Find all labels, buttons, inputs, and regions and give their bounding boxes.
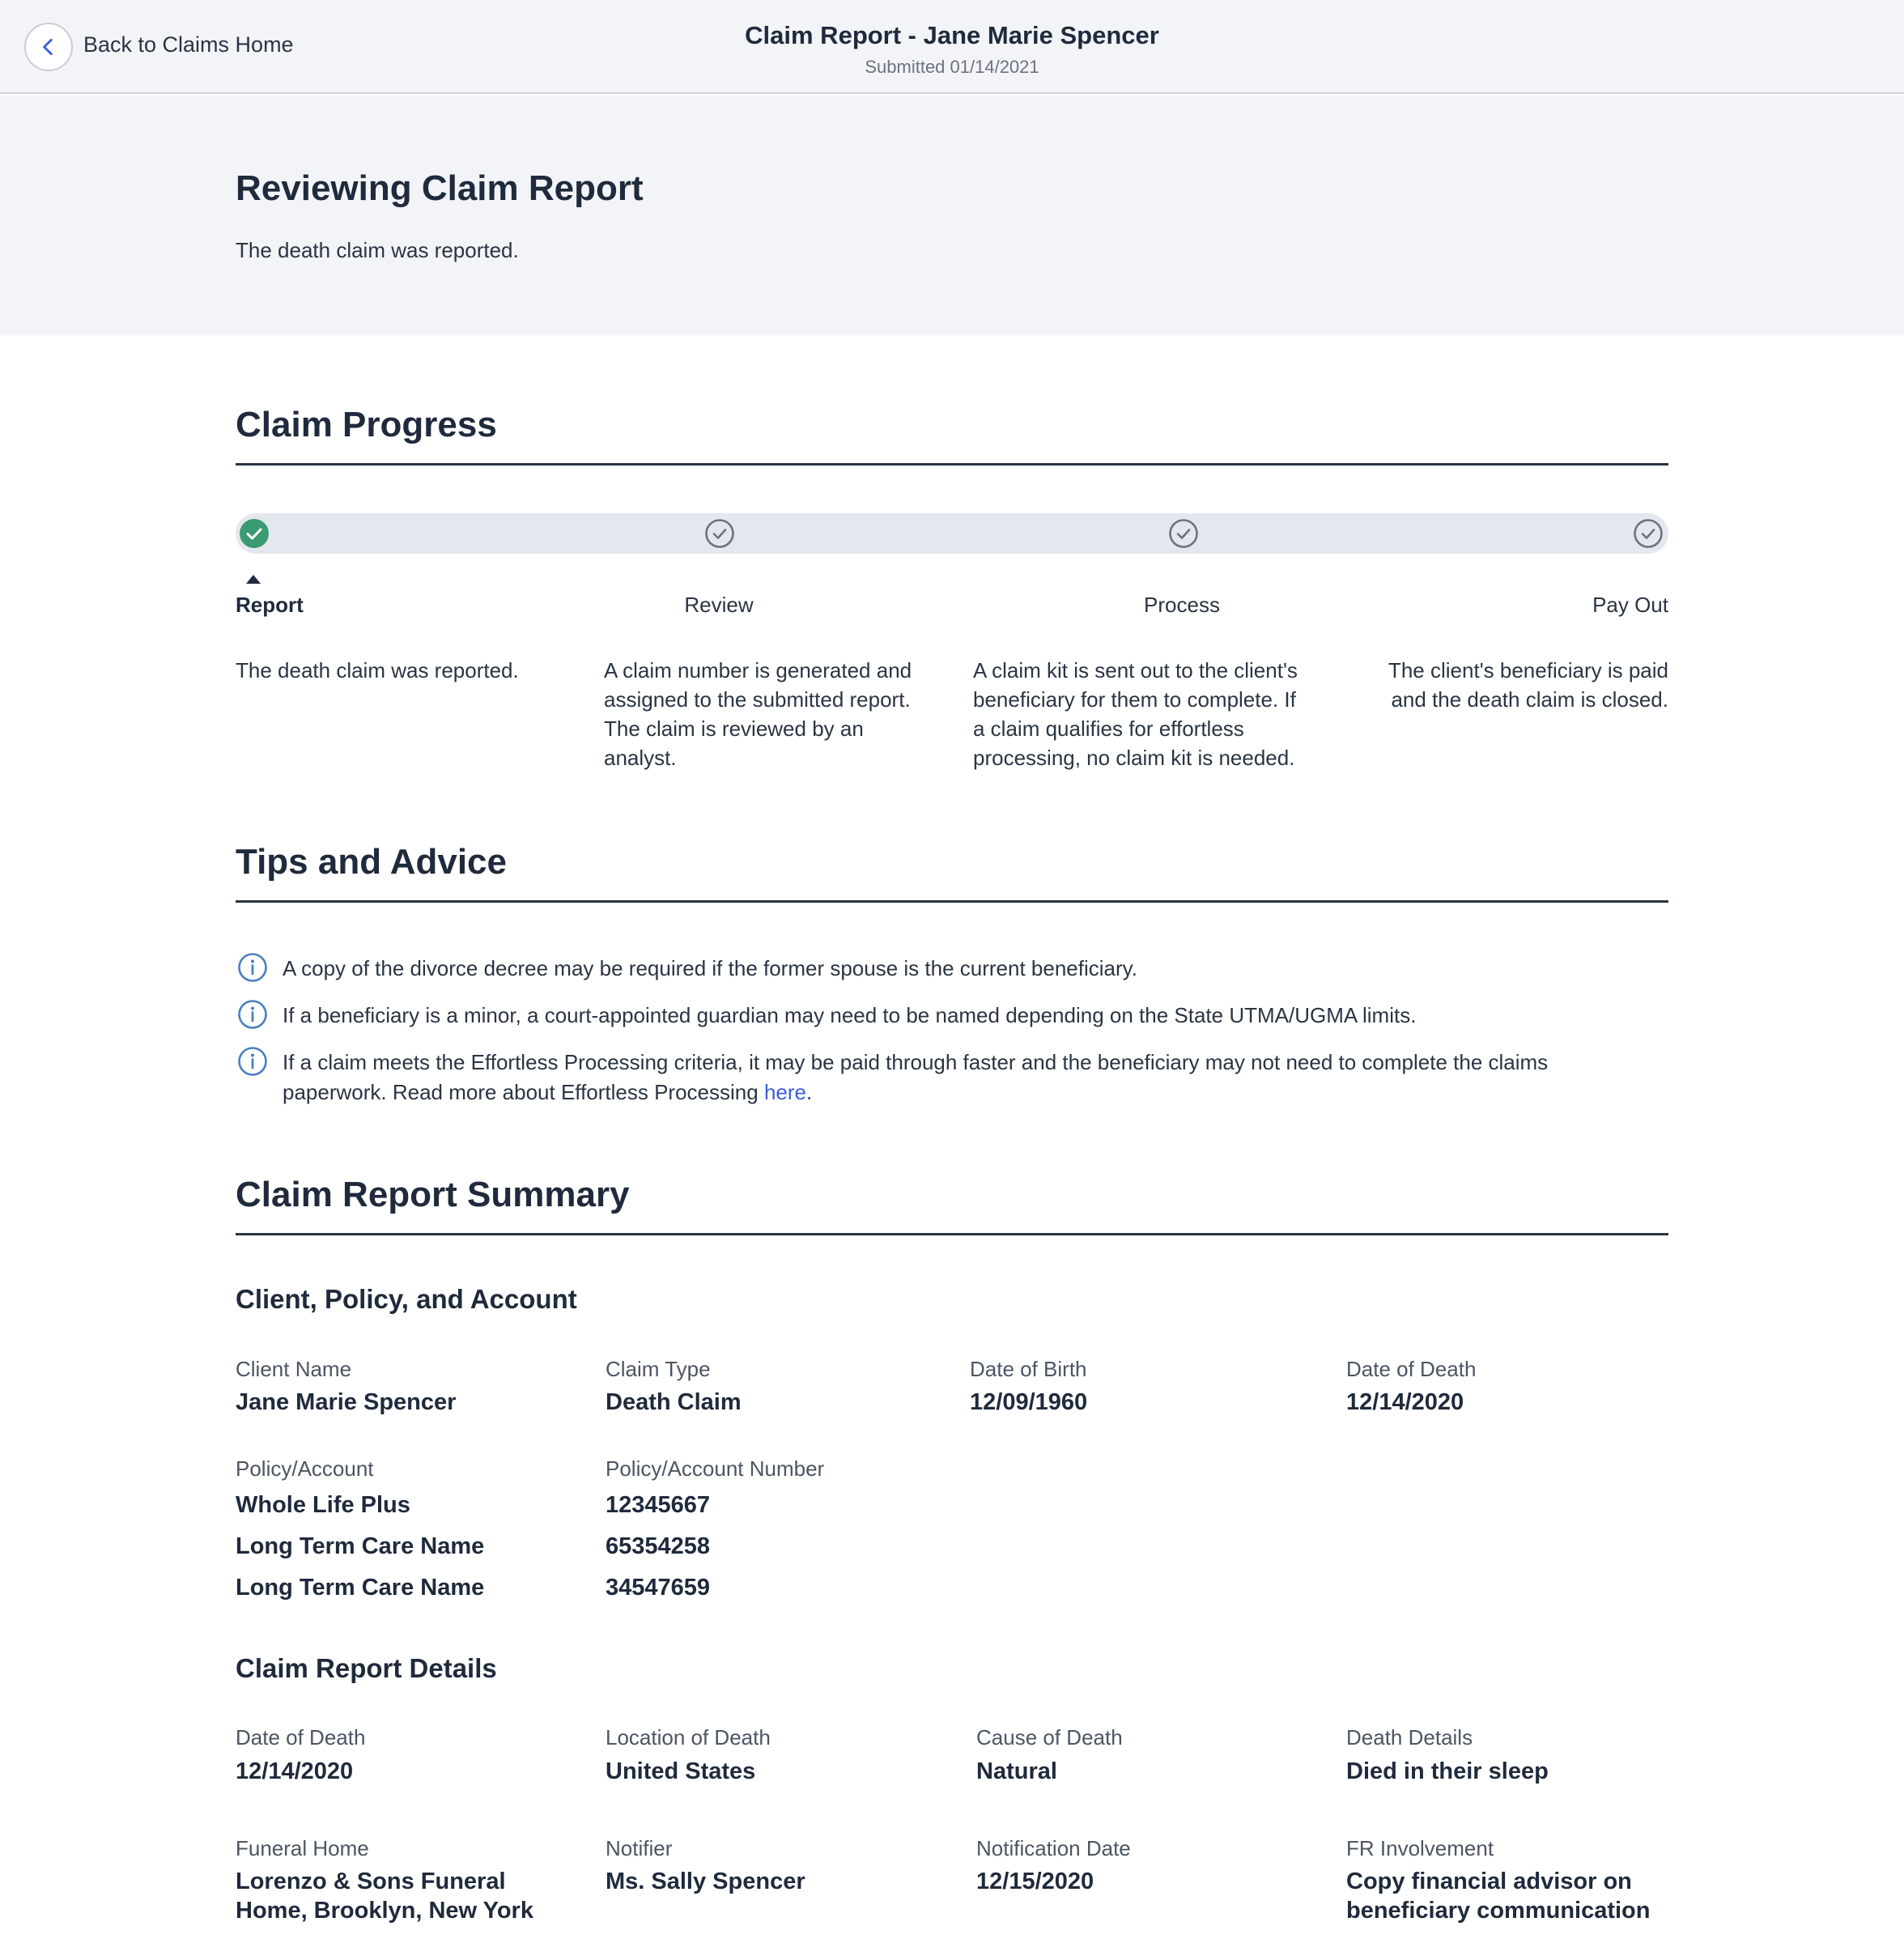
status-text: The death claim was reported. xyxy=(236,238,519,262)
dob-label: Date of Birth xyxy=(970,1357,1087,1381)
policy-number: 34547659 xyxy=(606,1575,711,1601)
death-details-label: Death Details xyxy=(1346,1725,1473,1750)
funeral-home-value: Lorenzo & Sons Funeral Home, Brooklyn, New York xyxy=(236,1869,533,1924)
current-step-caret-icon xyxy=(246,575,261,584)
status-hero xyxy=(0,96,1904,335)
tip-text-suffix: . xyxy=(805,1080,813,1104)
location-label: Location of Death xyxy=(606,1725,771,1750)
step-desc-process: A claim kit is sent out to the client's beneficiary for them to complete. If a claim qualifies for effortless processing, no claim kit is needed. xyxy=(973,658,1298,770)
check-circle-outline-icon xyxy=(1633,518,1664,549)
details-section-title: Claim Report Details xyxy=(236,1653,497,1683)
death-details-value: Died in their sleep xyxy=(1346,1758,1549,1784)
step-desc-report: The death claim was reported. xyxy=(236,658,519,682)
notifier-value: Ms. Sally Spencer xyxy=(606,1869,805,1894)
notification-date-label: Notification Date xyxy=(976,1836,1131,1860)
claim-progress-title: Claim Progress xyxy=(236,405,497,444)
policy-number-label: Policy/Account Number xyxy=(606,1456,825,1481)
client-section-title: Client, Policy, and Account xyxy=(236,1284,577,1314)
section-divider xyxy=(236,900,1668,903)
step-desc-pay-out: The client's beneficiary is paid and the death claim is closed. xyxy=(1388,658,1668,712)
claim-type-value: Death Claim xyxy=(606,1389,742,1415)
top-header xyxy=(0,0,1904,94)
client-name-label: Client Name xyxy=(236,1357,352,1381)
fr-involvement-value: Copy financial advisor on beneficiary communication xyxy=(1346,1869,1651,1924)
page-title: Claim Report - Jane Marie Spencer xyxy=(745,21,1159,49)
tip-text: If a beneficiary is a minor, a court-appointed guardian may need to be named depending on the State UTMA/UGMA limits. xyxy=(283,1003,1417,1027)
client-name-value: Jane Marie Spencer xyxy=(236,1389,457,1415)
info-icon xyxy=(237,1046,268,1077)
step-label-report: Report xyxy=(236,593,304,617)
tip-text-body: If a claim meets the Effortless Processing criteria, it may be paid through faster and the beneficiary may not need to complete the claims paperwork. Read more about Effortless Processing xyxy=(283,1050,1549,1104)
location-value: United States xyxy=(606,1758,756,1784)
section-divider xyxy=(236,463,1668,466)
progress-track xyxy=(236,513,1668,554)
effortless-processing-link[interactable]: here xyxy=(763,1080,806,1104)
notifier-label: Notifier xyxy=(606,1836,673,1860)
policy-label: Policy/Account xyxy=(236,1456,374,1481)
submitted-date: Submitted 01/14/2021 xyxy=(865,57,1039,77)
dod-value: 12/14/2020 xyxy=(1346,1389,1464,1415)
check-circle-outline-icon xyxy=(704,518,735,549)
fr-involvement-label: FR Involvement xyxy=(1346,1836,1494,1860)
policy-number: 65354258 xyxy=(606,1533,711,1559)
cause-label: Cause of Death xyxy=(976,1725,1123,1750)
policy-name: Long Term Care Name xyxy=(236,1575,485,1601)
summary-title: Claim Report Summary xyxy=(236,1175,630,1214)
notification-date-value: 12/15/2020 xyxy=(976,1869,1094,1894)
tip-text xyxy=(283,1048,1651,1108)
step-label-review: Review xyxy=(684,593,754,617)
date-of-death-label: Date of Death xyxy=(236,1725,366,1750)
info-icon xyxy=(237,999,268,1030)
info-icon xyxy=(237,952,268,983)
check-circle-outline-icon xyxy=(1168,518,1199,549)
claim-type-label: Claim Type xyxy=(606,1357,711,1381)
tip-text: A copy of the divorce decree may be required if the former spouse is the current beneficiary. xyxy=(283,956,1137,980)
step-label-pay-out: Pay Out xyxy=(1592,593,1668,617)
funeral-home-label: Funeral Home xyxy=(236,1836,369,1860)
status-title: Reviewing Claim Report xyxy=(236,168,644,208)
policy-name: Whole Life Plus xyxy=(236,1492,410,1518)
policy-name: Long Term Care Name xyxy=(236,1533,485,1559)
section-divider xyxy=(236,1233,1668,1235)
step-label-process: Process xyxy=(1144,593,1220,617)
dob-value: 12/09/1960 xyxy=(970,1389,1088,1415)
back-link[interactable]: Back to Claims Home xyxy=(83,32,294,57)
policy-number: 12345667 xyxy=(606,1492,711,1518)
date-of-death-value: 12/14/2020 xyxy=(236,1758,354,1784)
check-circle-filled-icon xyxy=(239,518,270,549)
tips-title: Tips and Advice xyxy=(236,842,507,882)
cause-value: Natural xyxy=(976,1758,1057,1784)
dod-label: Date of Death xyxy=(1346,1357,1477,1381)
step-desc-review: A claim number is generated and assigned to the submitted report. The claim is reviewed by an analyst. xyxy=(604,658,912,770)
